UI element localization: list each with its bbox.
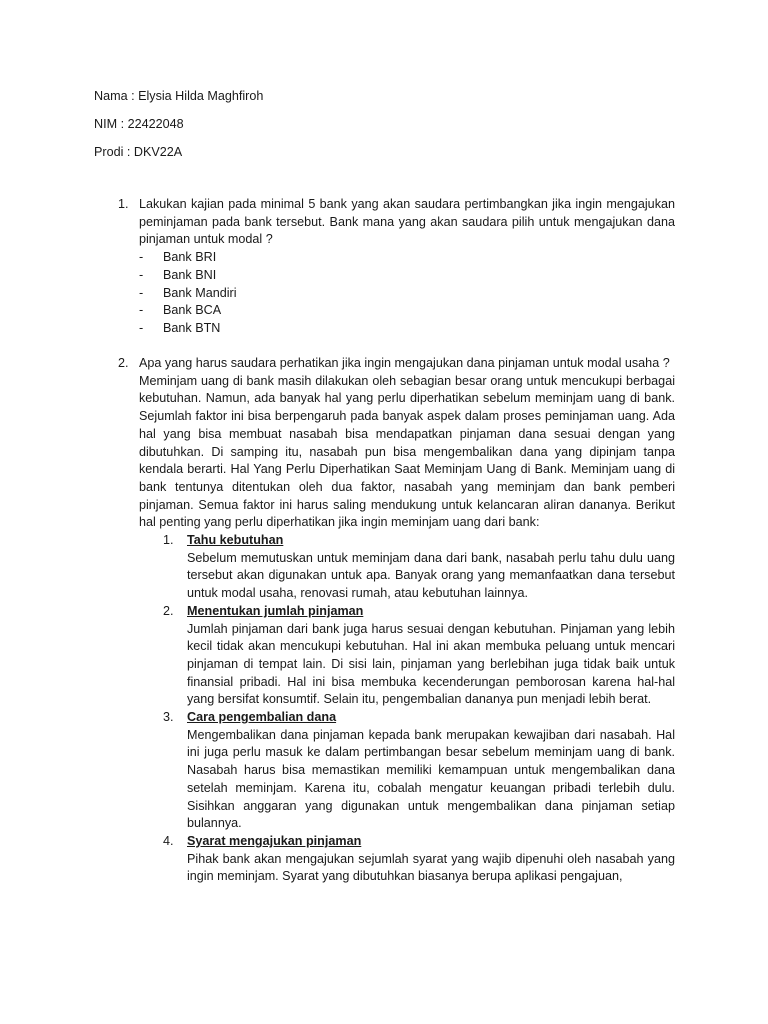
point-title: Cara pengembalian dana bbox=[187, 710, 337, 725]
point-number: 4. bbox=[163, 833, 174, 848]
list-item: - Bank BRI bbox=[139, 249, 675, 267]
point-title: Syarat mengajukan pinjaman bbox=[187, 833, 362, 848]
list-item: - Bank BCA bbox=[139, 302, 675, 320]
answer-point bbox=[163, 532, 675, 603]
point-title: Menentukan jumlah pinjaman bbox=[187, 603, 364, 618]
list-item: - Bank Mandiri bbox=[139, 285, 675, 303]
question-number: 2. bbox=[118, 356, 129, 370]
question-1-text: Lakukan kajian pada minimal 5 bank yang akan saudara pertimbangkan jika ingin mengajukan peminjaman pada bank tersebut. Bank mana yang akan saudara pilih untuk mengajukan dana pinjaman untuk modal ? bbox=[139, 197, 675, 247]
answer-point bbox=[163, 709, 675, 833]
list-item: - Bank BTN bbox=[139, 320, 675, 338]
answer-point bbox=[163, 603, 675, 709]
question-number: 1. bbox=[118, 197, 129, 211]
question-2-text: Apa yang harus saudara perhatikan jika ingin mengajukan dana pinjaman untuk modal usaha ? bbox=[139, 356, 670, 370]
student-nim: NIM : 22422048 bbox=[94, 117, 184, 131]
point-title: Tahu kebutuhan bbox=[187, 533, 284, 548]
list-item: - Bank BNI bbox=[139, 267, 675, 285]
point-body: Mengembalikan dana pinjaman kepada bank merupakan kewajiban dari nasabah. Hal ini juga perlu masuk ke dalam pertimbangan besar sebelum meminjam uang di bank. Nasabah harus bisa memastikan memiliki kemampuan untuk mengembalikan dana setelah meminjam. Karena itu, cobalah mengatur keuangan pribadi terlebih dulu. Sisihkan anggaran yang digunakan untuk mengembalikan dana pinjaman setiap bulannya. bbox=[187, 727, 675, 831]
answer-intro: Meminjam uang di bank masih dilakukan oleh sebagian besar orang untuk mencukupi berbagai kebutuhan. Namun, ada banyak hal yang perlu diperhatikan sebelum meminjam uang di bank. Sejumlah faktor ini bisa berpengaruh pada banyak aspek dalam proses peminjaman uang. Ada hal yang bisa membuat nasabah bisa mendapatkan pinjaman dana sesuai dengan yang dibutuhkan. Di samping itu, nasabah pun bisa mengembalikan dana yang dipinjam tanpa kendala berarti. Hal Yang Perlu Diperhatikan Saat Meminjam Uang di Bank. Meminjam uang di bank tentunya ditentukan oleh dua faktor, nasabah yang meminjam dan bank pemberi pinjaman. Semua faktor ini harus saling mendukung untuk kelancaran aliran dananya. Berikut hal penting yang perlu diperhatikan jika ingin meminjam uang dari bank: bbox=[139, 373, 675, 530]
point-body: Jumlah pinjaman dari bank juga harus sesuai dengan kebutuhan. Pinjaman yang lebih kecil tidak akan mencukupi kebutuhan. Hal ini akan membuka peluang untuk mencari pinjaman di tempat lain. Di sisi lain, pinjaman yang berlebihan juga tidak baik untuk finansial pribadi. Hal ini bisa membuka kecenderungan pemborosan karena hal-hal yang bersifat konsumtif. Selain itu, pengembalian dananya pun menjadi lebih berat. bbox=[187, 621, 675, 707]
point-number: 3. bbox=[163, 710, 174, 725]
answer-point bbox=[163, 833, 675, 886]
bank-list bbox=[139, 249, 675, 338]
point-body: Sebelum memutuskan untuk meminjam dana dari bank, nasabah perlu tahu dulu uang tersebut akan digunakan untuk apa. Banyak orang yang memanfaatkan dana tersebut untuk modal usaha, renovasi rumah, atau kebutuhan lainnya. bbox=[187, 550, 675, 601]
question-2 bbox=[93, 355, 675, 886]
student-name: Nama : Elysia Hilda Maghfiroh bbox=[94, 89, 264, 103]
point-body: Pihak bank akan mengajukan sejumlah syarat yang wajib dipenuhi oleh nasabah yang ingin meminjam. Syarat yang dibutuhkan biasanya berupa aplikasi pengajuan, bbox=[187, 851, 675, 884]
point-number: 2. bbox=[163, 603, 174, 618]
question-1 bbox=[93, 196, 675, 338]
point-number: 1. bbox=[163, 533, 174, 548]
student-prodi: Prodi : DKV22A bbox=[94, 145, 183, 159]
